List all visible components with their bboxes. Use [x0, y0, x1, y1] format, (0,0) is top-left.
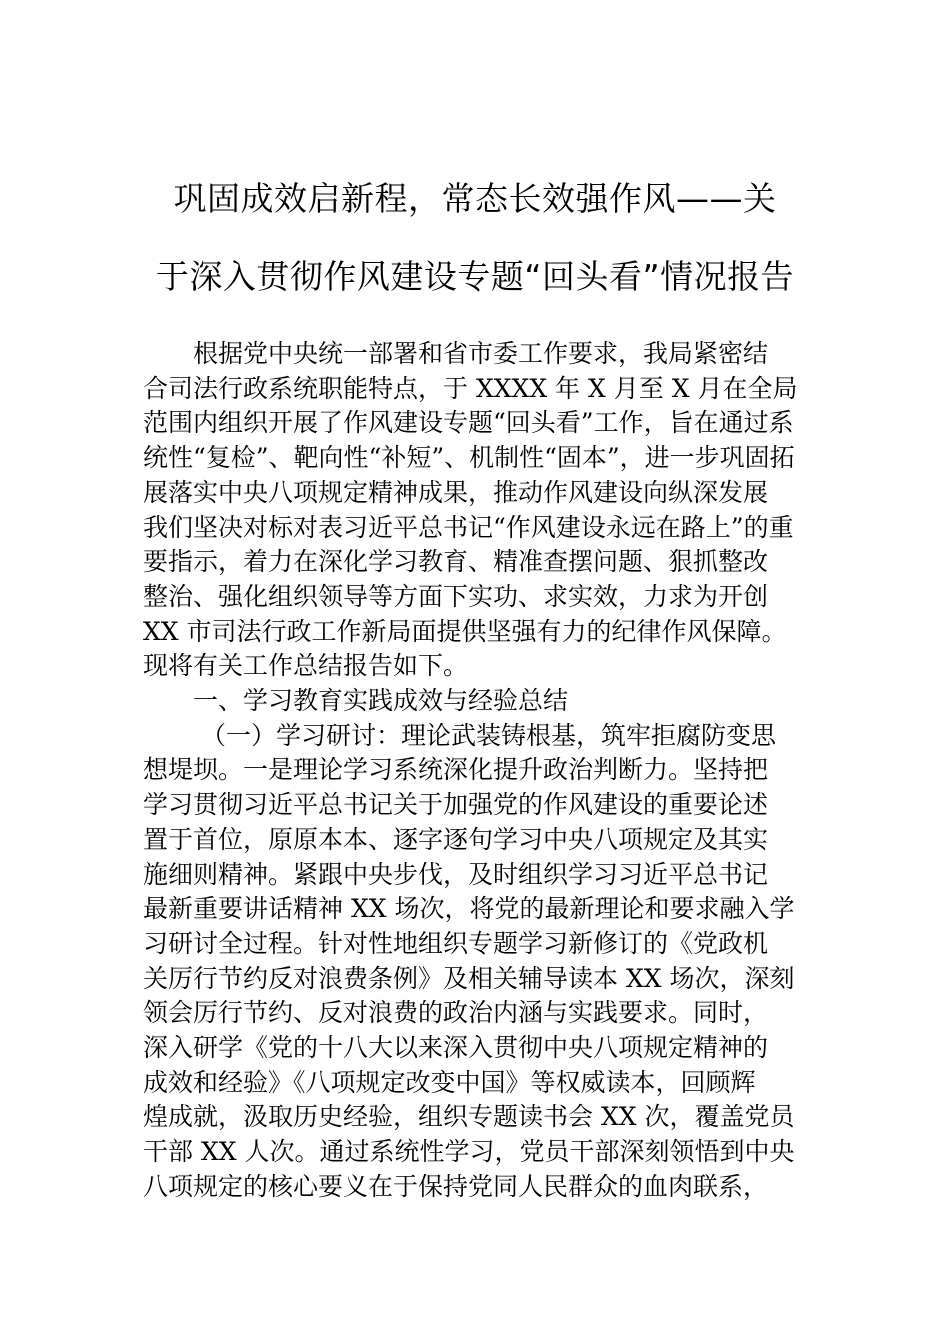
body-line: 深入研学《党的十八大以来深入贯彻中央八项规定精神的: [143, 1033, 769, 1063]
subsection-heading: （一）学习研讨：理论武装铸根基，筑牢拒腐防变思: [201, 720, 777, 750]
body-line: 要指示，着力在深化学习教育、精准查摆问题、狠抓整改: [143, 547, 769, 577]
body-line: 最新重要讲话精神 XX 场次，将党的最新理论和要求融入学: [143, 894, 795, 924]
body-line: 领会厉行节约、反对浪费的政治内涵与实践要求。同时，: [143, 998, 769, 1028]
body-line: 习研讨全过程。针对性地组织专题学习新修订的《党政机: [143, 928, 769, 958]
body-line: 学习贯彻习近平总书记关于加强党的作风建设的重要论述: [143, 790, 769, 820]
body-line: 合司法行政系统职能特点，于 XXXX 年 X 月至 X 月在全局: [143, 373, 798, 403]
body-line: 干部 XX 人次。通过系统性学习，党员干部深刻领悟到中央: [143, 1137, 795, 1167]
document-body: [143, 337, 808, 1205]
body-line: 想堤坝。一是理论学习系统深化提升政治判断力。坚持把: [143, 755, 769, 785]
body-line: 范围内组织开展了作风建设专题“回头看”工作，旨在通过系: [143, 408, 794, 438]
body-line: 我们坚决对标对表习近平总书记“作风建设永远在路上”的重: [143, 512, 794, 542]
body-line: 关厉行节约反对浪费条例》及相关辅导读本 XX 场次，深刻: [143, 963, 795, 993]
body-line: 成效和经验》《八项规定改变中国》等权威读本，回顾辉: [143, 1067, 756, 1097]
body-line: 整治、强化组织领导等方面下实功、求实效，力求为开创: [143, 581, 769, 611]
body-line: 施细则精神。紧跟中央步伐，及时组织学习习近平总书记: [143, 859, 769, 889]
body-line: 煌成就，汲取历史经验，组织专题读书会 XX 次，覆盖党员: [143, 1102, 795, 1132]
document-title: [120, 160, 830, 316]
body-line: 统性“复检”、靶向性“补短”、机制性“固本”，进一步巩固拓: [143, 443, 795, 473]
title-line-2: 于深入贯彻作风建设专题“回头看”情况报告: [155, 257, 795, 296]
body-line: 根据党中央统一部署和省市委工作要求，我局紧密结: [193, 339, 769, 368]
title-line-1: 巩固成效启新程，常态长效强作风——关: [173, 179, 777, 218]
section-heading: 一、学习教育实践成效与经验总结: [193, 686, 569, 716]
body-line: XX 市司法行政工作新局面提供坚强有力的纪律作风保障。: [143, 616, 787, 646]
body-line: 八项规定的核心要义在于保持党同人民群众的血肉联系，: [143, 1171, 769, 1201]
body-line: 置于首位，原原本本、逐字逐句学习中央八项规定及其实: [143, 824, 769, 854]
body-line: 现将有关工作总结报告如下。: [143, 651, 469, 681]
body-line: 展落实中央八项规定精神成果，推动作风建设向纵深发展: [143, 477, 769, 507]
